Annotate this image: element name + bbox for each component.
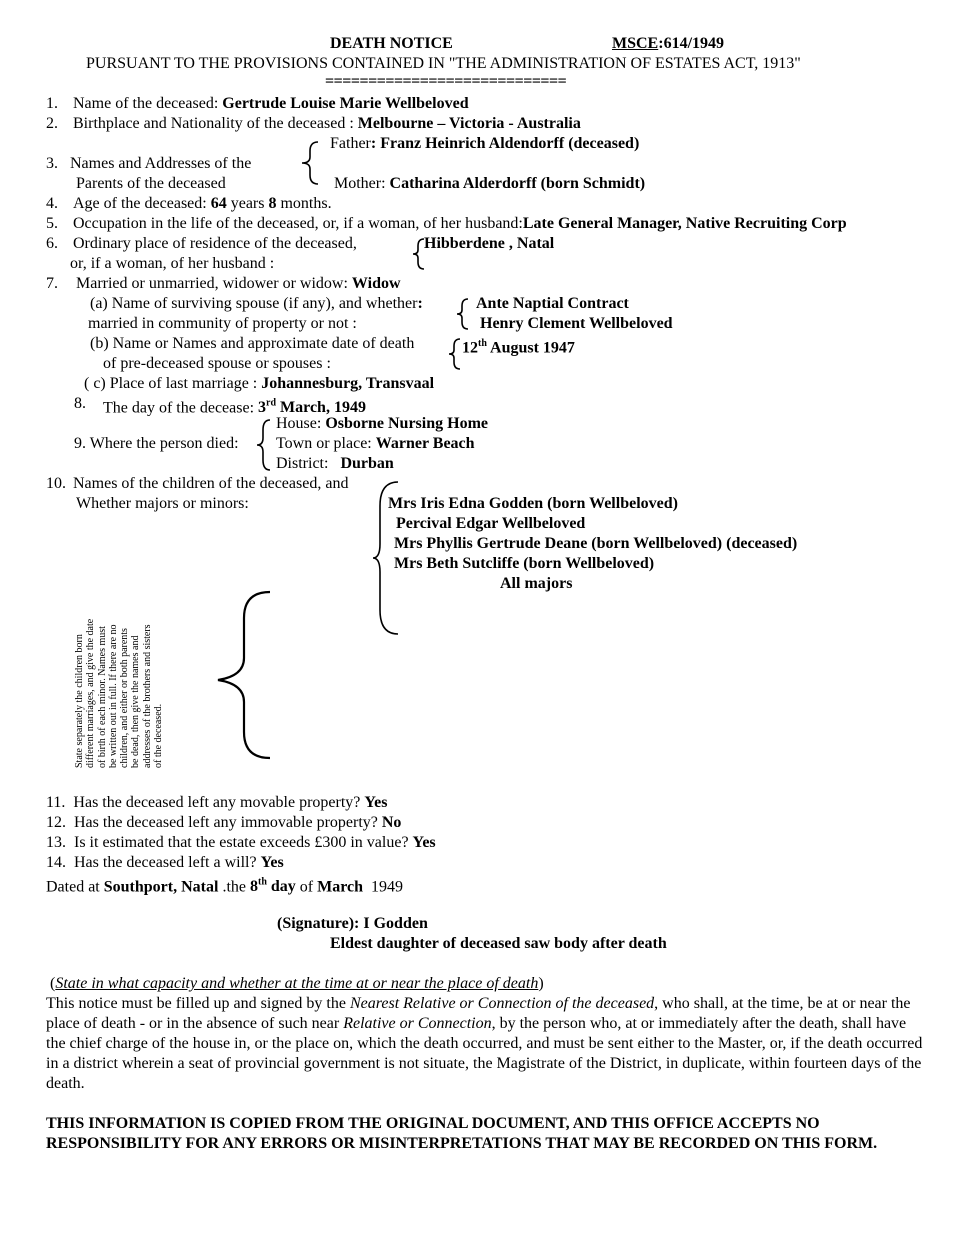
item-2-value: Melbourne – Victoria - Australia xyxy=(357,115,581,132)
reference-label: MSCE xyxy=(612,35,659,52)
item-11 xyxy=(46,793,388,813)
item-7a-value2: Henry Clement Wellbeloved xyxy=(480,315,673,332)
signature-label: (Signature): xyxy=(277,915,360,932)
item-7a-colon: : xyxy=(417,295,423,312)
item-8-day: 3 xyxy=(258,399,267,417)
item-7-value: Widow xyxy=(351,275,401,292)
item-3-label-line2: Parents of the deceased xyxy=(76,175,226,192)
dated-day-number: 8 xyxy=(249,878,258,896)
signature-capacity: Eldest daughter of deceased saw body after death xyxy=(330,935,667,952)
side-note-brace xyxy=(212,588,276,762)
instructions-paragraph xyxy=(46,994,926,1094)
item-13-value: Yes xyxy=(412,834,436,851)
header-rule: ============================ xyxy=(325,73,567,90)
capacity-note: (State in what capacity and whether at the time at or near the place of death) xyxy=(50,975,544,992)
item-9-label: 9. Where the person died: xyxy=(74,435,239,452)
item-14-number: 14. xyxy=(46,854,66,871)
side-note-line: be written out in full. If there are no xyxy=(107,624,119,768)
item-7a-label-line2: married in community of property or not : xyxy=(88,315,357,332)
item-11-number: 11. xyxy=(46,794,66,811)
page-title: DEATH NOTICE xyxy=(330,35,453,52)
dated-year: 1949 xyxy=(371,878,404,896)
item-14-label: Has the deceased left a will? xyxy=(74,854,257,871)
instructions-text-5: , by the person who, at or immediately after the death, shall have the chief charge of the house in, or the place on, which the death occurred, and must be sent either to the Master, or, if the death occurred in a district wherein a seat of provincial government is not situate, the Magistrate of the District, in duplicate, within fourteen days of the death. xyxy=(46,1015,923,1092)
item-14 xyxy=(46,853,284,873)
death-district xyxy=(276,454,394,474)
item-7b-day-suffix: th xyxy=(478,338,487,349)
instructions-text-1: This notice must be filled up and signed by the xyxy=(46,995,350,1012)
item-2-number: 2. xyxy=(46,115,58,132)
item-2-label: Birthplace and Nationality of the deceased : xyxy=(73,115,354,132)
dated-the: .the xyxy=(218,878,246,896)
item-1-value: Gertrude Louise Marie Wellbeloved xyxy=(222,95,469,112)
child-1: Mrs Iris Edna Godden (born Wellbeloved) xyxy=(388,495,678,512)
death-house xyxy=(276,414,488,434)
item-12-label: Has the deceased left any immovable property? xyxy=(74,814,378,831)
item-7b-day: 12 xyxy=(462,339,478,357)
item-10-label-line1: Names of the children of the deceased, and xyxy=(73,475,349,492)
item-3-brace xyxy=(298,138,322,188)
item-5-number: 5. xyxy=(46,215,58,232)
mother xyxy=(334,174,645,194)
item-7a-text: (a) Name of surviving spouse (if any), and whether xyxy=(90,295,418,312)
item-1 xyxy=(73,94,469,114)
item-14-value: Yes xyxy=(260,854,284,871)
disclaimer: THIS INFORMATION IS COPIED FROM THE ORIGINAL DOCUMENT, AND THIS OFFICE ACCEPTS NO RESPONSIBILITY FOR ANY ERRORS OR MISINTERPRETATIONS THAT MAY BE RECORDED ON THIS FORM. xyxy=(46,1115,878,1152)
item-8-label: The day of the decease: xyxy=(103,399,255,417)
side-note-line: State separately the children born xyxy=(74,634,85,768)
item-4-months: 8 xyxy=(268,195,277,212)
item-7 xyxy=(76,274,401,294)
dated-month: March xyxy=(317,878,364,896)
item-7a-label-line1 xyxy=(90,294,423,314)
child-3: Mrs Phyllis Gertrude Deane (born Wellbeloved) (deceased) xyxy=(394,535,798,552)
item-5-label: Occupation in the life of the deceased, or, if a woman, of her husband: xyxy=(73,215,523,232)
item-10-label-line2: Whether majors or minors: xyxy=(76,495,249,512)
father-value: : Franz Heinrich Aldendorff (deceased) xyxy=(370,135,640,152)
item-1-number: 1. xyxy=(46,95,58,112)
item-13-label: Is it estimated that the estate exceeds £300 in value? xyxy=(74,834,409,851)
item-12-value: No xyxy=(381,814,402,831)
side-note-line: of birth of each minor. Names must xyxy=(96,626,108,768)
child-4: Mrs Beth Sutcliffe (born Wellbeloved) xyxy=(394,555,655,572)
death-house-value: Osborne Nursing Home xyxy=(325,415,488,432)
item-8-day-suffix: rd xyxy=(266,398,277,409)
item-13-number: 13. xyxy=(46,834,66,851)
dated-place: Southport, Natal xyxy=(103,878,219,896)
item-4-years: 64 xyxy=(210,195,227,212)
item-6-number: 6. xyxy=(46,235,58,252)
mother-label: Mother: xyxy=(334,175,386,192)
item-3-number: 3. xyxy=(46,155,58,172)
side-note-line: children, and either or both parents xyxy=(119,628,131,768)
item-6-label-line2: or, if a woman, of her husband : xyxy=(70,255,275,272)
dated-prefix: Dated at xyxy=(46,878,100,896)
side-note-line: addresses of the brothers and sisters xyxy=(141,624,153,768)
item-7-label: Married or unmarried, widower or widow: xyxy=(76,275,348,292)
child-2: Percival Edgar Wellbeloved xyxy=(396,515,586,532)
item-5 xyxy=(73,214,847,234)
item-8-number: 8. xyxy=(74,395,86,412)
death-district-label: District: xyxy=(276,455,329,472)
children-side-note xyxy=(74,619,164,768)
item-6-value: Hibberdene , Natal xyxy=(424,235,555,252)
capacity-note-text: State in what capacity and whether at the time at or near the place of death xyxy=(55,975,539,992)
item-10-number: 10. xyxy=(46,475,66,492)
dated-day-suffix: th xyxy=(257,877,267,888)
item-7-number: 7. xyxy=(46,275,58,292)
dated-of: of xyxy=(299,878,314,896)
dated-day xyxy=(250,878,296,895)
signature-name: I Godden xyxy=(363,915,428,932)
death-town-value: Warner Beach xyxy=(375,435,475,452)
instructions-text-3: , who shall, at the time, be at or near the place of death - or in the absence of such near xyxy=(46,995,911,1032)
item-1-label: Name of the deceased: xyxy=(73,95,219,112)
item-7a-brace xyxy=(454,296,472,332)
item-11-value: Yes xyxy=(364,794,388,811)
item-6-label-line1: Ordinary place of residence of the deceased, xyxy=(73,235,357,252)
item-11-label: Has the deceased left any movable property? xyxy=(73,794,361,811)
item-4-number: 4. xyxy=(46,195,58,212)
father xyxy=(330,134,639,154)
death-house-label: House: xyxy=(276,415,322,432)
item-12 xyxy=(46,813,401,833)
signature xyxy=(277,914,428,934)
item-9-brace xyxy=(254,416,274,474)
item-7b-label-line2: of pre-deceased spouse or spouses : xyxy=(103,355,331,372)
item-7a-value1: Ante Naptial Contract xyxy=(476,295,629,312)
item-7c-label: ( c) Place of last marriage : xyxy=(84,375,258,392)
side-note-line: of the deceased. xyxy=(153,703,165,768)
death-town xyxy=(276,434,475,454)
dated-day-word: day xyxy=(270,878,296,896)
item-2 xyxy=(73,114,581,134)
reference-value: :614/1949 xyxy=(658,35,725,52)
item-4-years-word: years xyxy=(230,195,265,212)
item-4-months-word: months. xyxy=(280,195,332,212)
dated-line xyxy=(46,873,403,897)
father-label: Father xyxy=(330,135,371,152)
instructions-text-2: Nearest Relative or Connection of the deceased xyxy=(349,995,655,1012)
item-7b-month-year: August 1947 xyxy=(486,339,575,357)
instructions-text-4: Relative or Connection xyxy=(343,1015,492,1032)
reference-number xyxy=(612,34,724,54)
side-note-line: be dead, then give the names and xyxy=(130,635,142,768)
death-town-label: Town or place: xyxy=(276,435,372,452)
mother-value: Catharina Alderdorff (born Schmidt) xyxy=(389,175,646,192)
subtitle: PURSUANT TO THE PROVISIONS CONTAINED IN "THE ADMINISTRATION OF ESTATES ACT, 1913" xyxy=(86,55,801,72)
item-13 xyxy=(46,833,436,853)
item-7b-label-line1: (b) Name or Names and approximate date of death xyxy=(90,335,415,352)
children-summary: All majors xyxy=(500,575,573,592)
item-8-month-year: March, 1949 xyxy=(276,399,366,417)
item-3-label-line1: Names and Addresses of the xyxy=(70,155,252,172)
item-4 xyxy=(73,194,332,214)
item-12-number: 12. xyxy=(46,814,66,831)
item-7b-value xyxy=(462,334,575,358)
item-7c-value: Johannesburg, Transvaal xyxy=(261,375,435,392)
item-5-value: Late General Manager, Native Recruiting Corp xyxy=(522,215,847,232)
death-district-value: Durban xyxy=(340,455,394,472)
item-7c xyxy=(84,374,434,394)
side-note-line: different marriages, and give the date xyxy=(85,618,97,768)
item-4-label: Age of the deceased: xyxy=(73,195,207,212)
